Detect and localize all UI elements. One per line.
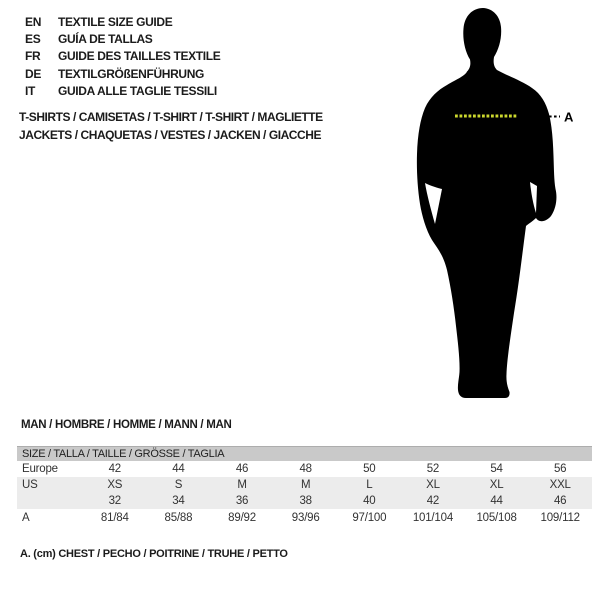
language-list bbox=[25, 13, 220, 100]
language-code: DE bbox=[25, 66, 42, 81]
table-row-chest bbox=[17, 509, 592, 526]
table-cell: 46 bbox=[235, 463, 249, 475]
language-label: TEXTILGRÖßENFÜHRUNG bbox=[58, 66, 205, 81]
table-cell: 40 bbox=[363, 495, 376, 507]
table-cell: 109/112 bbox=[540, 511, 580, 524]
table-cell: 44 bbox=[490, 495, 503, 507]
language-row bbox=[25, 48, 220, 65]
table-cell: 93/96 bbox=[291, 511, 320, 524]
language-label: GUIDA ALLE TAGLIE TESSILI bbox=[58, 84, 217, 99]
table-cell: M bbox=[237, 479, 247, 491]
table-row-us-numeric bbox=[17, 493, 592, 509]
table-cell: XS bbox=[107, 479, 123, 491]
language-label: GUÍA DE TALLAS bbox=[58, 32, 153, 47]
table-cell: 48 bbox=[299, 463, 312, 475]
table-cell: 46 bbox=[553, 495, 567, 507]
language-row bbox=[25, 65, 220, 82]
table-cell: XXL bbox=[549, 479, 571, 491]
table-cell: 32 bbox=[108, 495, 122, 507]
table-cell: 34 bbox=[172, 495, 185, 507]
table-cell: L bbox=[366, 479, 373, 491]
category-title-jackets: JACKETS / CHAQUETAS / VESTES / JACKEN / GIACCHE bbox=[19, 127, 322, 142]
size-table bbox=[17, 446, 592, 526]
footnote-chest-measure: A. (cm) CHEST / PECHO / POITRINE / TRUHE / PETTO bbox=[20, 548, 288, 560]
table-cell: XL bbox=[489, 479, 504, 491]
table-row-europe bbox=[17, 461, 592, 477]
language-code: EN bbox=[25, 14, 42, 29]
language-row bbox=[25, 30, 220, 47]
table-cell: 101/104 bbox=[412, 511, 454, 524]
table-row-us bbox=[17, 477, 592, 493]
table-cell: 89/92 bbox=[228, 511, 256, 524]
table-cell: 50 bbox=[363, 463, 376, 475]
table-cell: 42 bbox=[426, 495, 440, 507]
row-label: Europe bbox=[22, 463, 58, 475]
language-row bbox=[25, 13, 220, 30]
row-label: A bbox=[22, 511, 30, 524]
language-label: TEXTILE SIZE GUIDE bbox=[58, 14, 173, 29]
man-silhouette-figure bbox=[410, 8, 580, 398]
table-cell: 42 bbox=[108, 463, 122, 475]
row-label: US bbox=[22, 479, 38, 491]
table-cell: 54 bbox=[490, 463, 503, 475]
table-cell: S bbox=[174, 479, 183, 491]
table-cell: 85/88 bbox=[164, 511, 193, 524]
table-header: SIZE / TALLA / TAILLE / GRÖSSE / TAGLIA bbox=[17, 446, 592, 461]
category-title-tshirts: T-SHIRTS / CAMISETAS / T-SHIRT / T-SHIRT / MAGLIETTE bbox=[19, 110, 323, 124]
table-cell: 38 bbox=[299, 495, 312, 507]
table-cell: 36 bbox=[235, 495, 249, 507]
table-cell: 105/108 bbox=[476, 511, 517, 524]
table-cell: XL bbox=[426, 479, 440, 491]
language-code: IT bbox=[25, 84, 36, 99]
language-code: ES bbox=[25, 32, 41, 47]
table-cell: M bbox=[300, 479, 311, 491]
language-row bbox=[25, 83, 220, 100]
section-title-man: MAN / HOMBRE / HOMME / MANN / MAN bbox=[21, 419, 232, 431]
table-cell: 56 bbox=[553, 463, 567, 475]
table-cell: 52 bbox=[426, 463, 440, 475]
measure-label-a: A bbox=[564, 109, 574, 125]
language-label: GUIDE DES TAILLES TEXTILE bbox=[58, 49, 221, 64]
table-cell: 97/100 bbox=[352, 511, 387, 524]
language-code: FR bbox=[25, 49, 41, 64]
table-cell: 44 bbox=[172, 463, 185, 475]
category-titles bbox=[19, 109, 323, 144]
table-cell: 81/84 bbox=[100, 511, 129, 524]
